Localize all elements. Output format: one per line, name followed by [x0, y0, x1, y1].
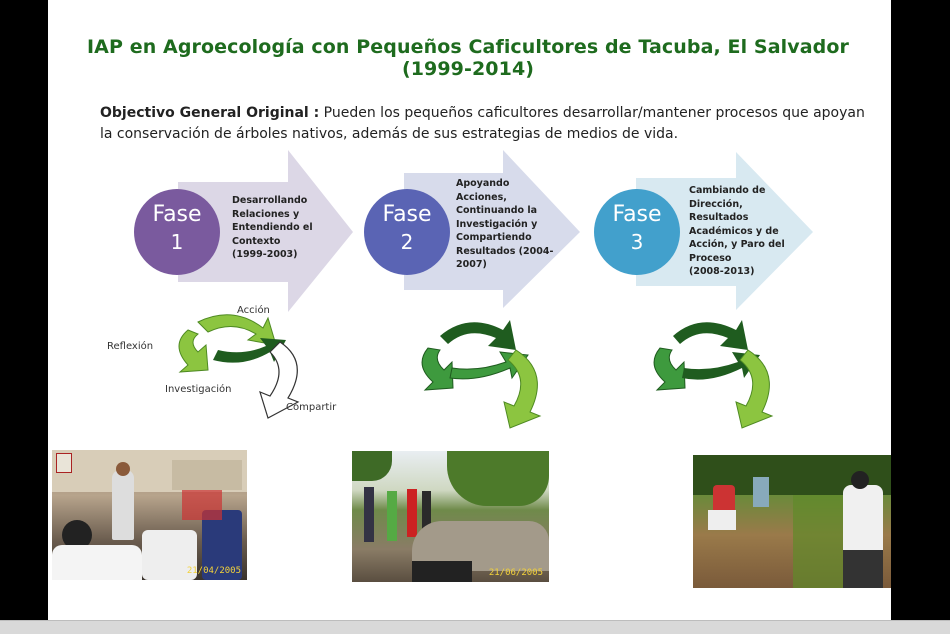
- photo-2-date: 21/06/2005: [488, 568, 543, 578]
- label-reflexion: Reflexión: [107, 341, 154, 352]
- phase-2-number: 2: [400, 230, 414, 254]
- label-investigacion: Investigación: [165, 384, 232, 395]
- presentation-slide: [48, 0, 891, 620]
- phase-3-word: Fase: [612, 202, 662, 227]
- window-right-edge: [891, 0, 950, 620]
- phase-3-label: [594, 201, 680, 255]
- bottom-scrollbar[interactable]: [0, 620, 950, 634]
- phase-3-description: [689, 184, 797, 279]
- phase-1-word: Fase: [152, 202, 202, 227]
- phase-3-line: Académicos y de: [689, 225, 779, 237]
- phase-1-description: [232, 194, 332, 262]
- phase-1-label: [134, 201, 220, 255]
- label-compartir: Compartir: [286, 402, 337, 413]
- field-photo: [352, 451, 549, 582]
- phase-3-line: Cambiando de: [689, 185, 766, 196]
- phase-3-number: 3: [630, 230, 644, 254]
- slide-title: IAP en Agroecología con Pequeños Caficultores de Tacuba, El Salvador (1999-2014): [87, 36, 849, 80]
- phase-2-line: Compartiendo: [456, 232, 532, 243]
- objective-label: Objectivo General Original :: [100, 105, 320, 121]
- objective-text: Pueden los pequeños caficultores desarrollar/mantener procesos que apoyan la conservación de árboles nativos, además de sus estrategias de medios de vida.: [100, 105, 865, 142]
- label-accion: Acción: [237, 305, 270, 316]
- phase-2-line: Acciones,: [456, 191, 507, 203]
- photo-1-date: 21/04/2005: [186, 566, 241, 576]
- phase-3-line: Proceso: [689, 252, 732, 264]
- phase-1-line: Entendiendo el: [232, 222, 313, 233]
- phase-3-line: Acción, y Paro del: [689, 239, 785, 250]
- phase-3-line: (2008-2013): [689, 266, 755, 277]
- phase-1-number: 1: [170, 230, 184, 254]
- phase-3-line: Resultados: [689, 212, 749, 223]
- hillside-photo: [693, 455, 891, 588]
- phase-2-line: Resultados (2004-: [456, 245, 554, 257]
- phase-1-line: (1999-2003): [232, 249, 298, 260]
- phase-2-line: Continuando la: [456, 205, 538, 216]
- phase-3-line: Dirección,: [689, 198, 743, 210]
- phase-2-description: [456, 177, 556, 272]
- cycle-icon-3: [654, 320, 772, 428]
- phase-1-line: Contexto: [232, 235, 281, 247]
- phase-2-line: Apoyando: [456, 178, 510, 189]
- cycle-icon-1: [179, 315, 298, 418]
- phase-2-line: Investigación y: [456, 218, 538, 230]
- phase-1-line: Relaciones y: [232, 208, 300, 220]
- phase-2-label: [364, 201, 450, 255]
- phase-2-word: Fase: [382, 202, 432, 227]
- phase-1-line: Desarrollando: [232, 195, 308, 206]
- phase-2-line: 2007): [456, 259, 487, 270]
- cycle-icon-2: [422, 320, 540, 428]
- meeting-photo: [52, 450, 247, 580]
